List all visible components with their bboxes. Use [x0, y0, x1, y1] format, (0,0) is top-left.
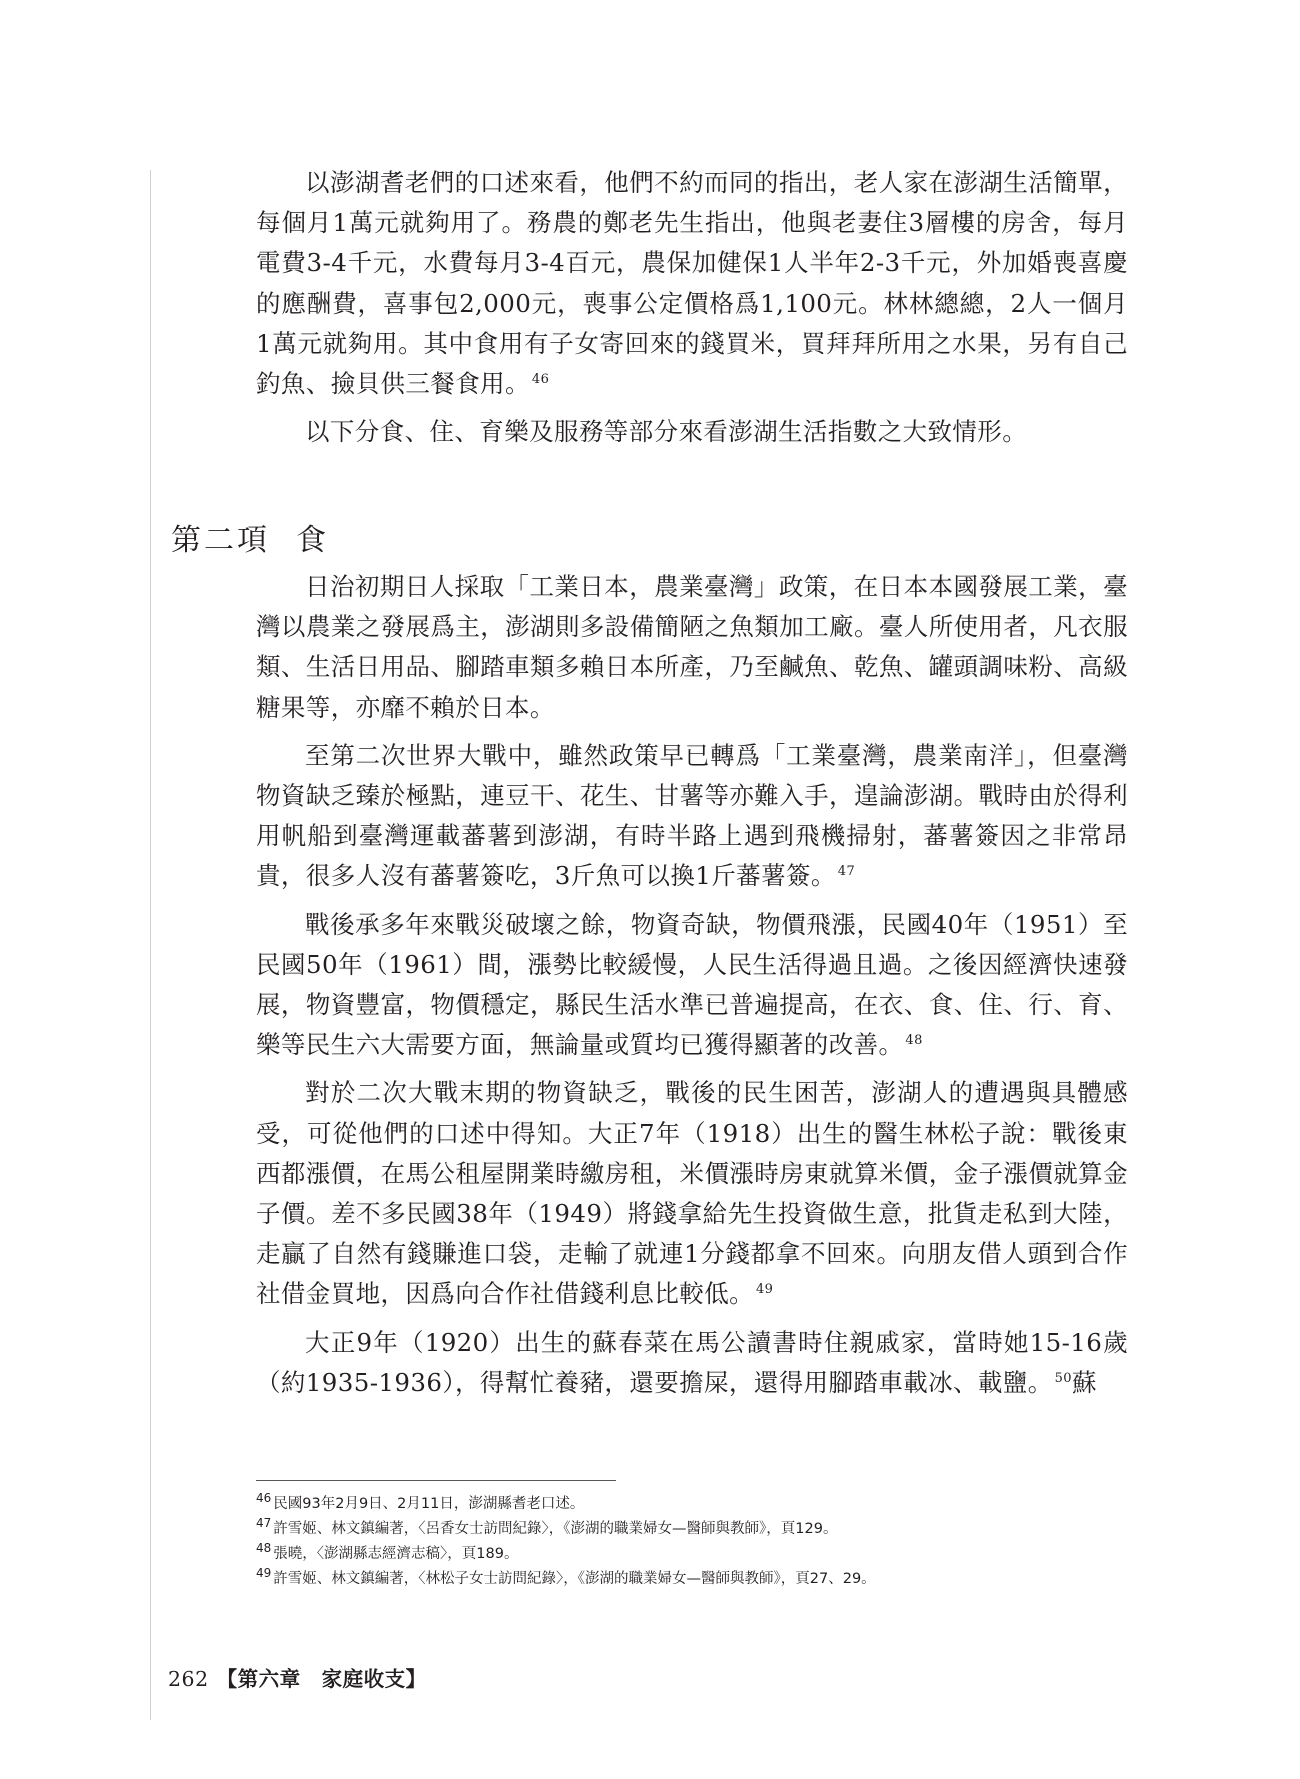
paragraph-text: 對於二次大戰末期的物資缺乏，戰後的民生困苦，澎湖人的遭遇與具體感受，可從他們的口述中得知。大正7年（1918）出生的醫生林松子說：戰後東西都漲價，在馬公租屋開業時繳房租，米價漲時房東就算米價，金子漲價就算金子價。差不多民國38年（1949）將錢拿給先生投資做生意，批貨走私到大陸，走贏了自然有錢賺進口袋，走輸了就連1分錢都拿不回來。向朋友借人頭到合作社借金買地，因爲向合作社借錢利息比較低。: [256, 1078, 1128, 1309]
page-number: 262: [168, 1667, 209, 1691]
running-chapter-title: 【第六章 家庭收支】: [216, 1667, 427, 1691]
footnote-text: 許雪姬、林文鎮編著，〈呂香女士訪問紀錄〉，《澎湖的職業婦女—醫師與教師》，頁129。: [273, 1521, 838, 1537]
footnote-number: 46: [256, 1491, 272, 1506]
footnote-text: 張曉，〈澎湖縣志經濟志稿〉，頁189。: [273, 1546, 519, 1562]
paragraph: [256, 1323, 1128, 1403]
section-heading: [171, 515, 329, 559]
footnote-ref[interactable]: 48: [905, 1033, 923, 1049]
footnote: [256, 1567, 1136, 1592]
footnote-text: 許雪姬、林文鎮編著，〈林松子女士訪問紀錄〉，《澎湖的職業婦女—醫師與教師》，頁27、29。: [273, 1571, 876, 1587]
paragraph: [256, 412, 1128, 452]
margin-rule: [150, 170, 151, 1720]
paragraph-text: 日治初期日人採取「工業日本，農業臺灣」政策，在日本本國發展工業，臺灣以農業之發展爲主，澎湖則多設備簡陋之魚類加工廠。臺人所使用者，凡衣服類、生活日用品、腳踏車類多賴日本所產，乃至鹹魚、乾魚、罐頭調味粉、高級糖果等，亦靡不賴於日本。: [256, 572, 1128, 722]
footnote-ref[interactable]: 50: [1054, 1370, 1072, 1386]
section-title: 食: [296, 523, 329, 558]
paragraph: [256, 163, 1128, 404]
footnote-number: 49: [256, 1566, 272, 1581]
paragraph-text: 以澎湖耆老們的口述來看，他們不約而同的指出，老人家在澎湖生活簡單，每個月1萬元就夠用了。務農的鄭老先生指出，他與老妻住3層樓的房舍，每月電費3-4千元，水費每月3-4百元，農保加健保1人半年2-3千元，外加婚喪喜慶的應酬費，喜事包2,000元，喪事公定價格爲1,100元。林林總總，2人一個月1萬元就夠用。其中食用有子女寄回來的錢買米，買拜拜所用之水果，另有自己釣魚、撿貝供三餐食用。: [256, 168, 1128, 399]
top-body-text: [256, 163, 1128, 452]
page-footer: [168, 1662, 427, 1692]
footnotes: [256, 1492, 1136, 1592]
paragraph-text: 戰後承多年來戰災破壞之餘，物資奇缺，物價飛漲，民國40年（1951）至民國50年（1961）間，漲勢比較緩慢，人民生活得過且過。之後因經濟快速發展，物資豐富，物價穩定，縣民生活水準已普遍提高，在衣、食、住、行、育、樂等民生六大需要方面，無論量或質均已獲得顯著的改善。: [256, 909, 1128, 1060]
section-body-text: [256, 567, 1128, 1403]
paragraph: [256, 905, 1128, 1066]
footnote-text: 民國93年2月9日、2月11日，澎湖縣耆老口述。: [273, 1496, 585, 1512]
footnote-divider: [256, 1480, 616, 1481]
footnote: [256, 1517, 1136, 1542]
footnote-number: 47: [256, 1516, 272, 1531]
footnote-ref[interactable]: 47: [837, 864, 856, 880]
paragraph-text: 至第二次世界大戰中，雖然政策早已轉爲「工業臺灣，農業南洋」，但臺灣物資缺乏臻於極點，連豆干、花生、甘薯等亦難入手，遑論澎湖。戰時由於得利用帆船到臺灣運載蕃薯到澎湖，有時半路上遇到飛機掃射，蕃薯簽因之非常昂貴，很多人沒有蕃薯簽吃，3斤魚可以換1斤蕃薯簽。: [256, 740, 1128, 891]
footnote: [256, 1542, 1136, 1567]
paragraph-text: 大正9年（1920）出生的蘇春菜在馬公讀書時住親戚家，當時她15-16歲（約1935-1936），得幫忙養豬，還要擔屎，還得用腳踏車載冰、載鹽。: [256, 1327, 1128, 1397]
section-number: 第二項: [171, 523, 270, 558]
footnote-number: 48: [256, 1541, 272, 1556]
paragraph: [256, 567, 1128, 728]
paragraph: [256, 736, 1128, 897]
footnote: [256, 1492, 1136, 1517]
paragraph-text: 以下分食、住、育樂及服務等部分來看澎湖生活指數之大致情形。: [305, 417, 1028, 447]
paragraph-continuation: 蘇: [1071, 1367, 1097, 1397]
footnote-ref[interactable]: 46: [531, 371, 550, 387]
paragraph: [256, 1073, 1128, 1314]
footnote-ref[interactable]: 49: [756, 1282, 774, 1298]
